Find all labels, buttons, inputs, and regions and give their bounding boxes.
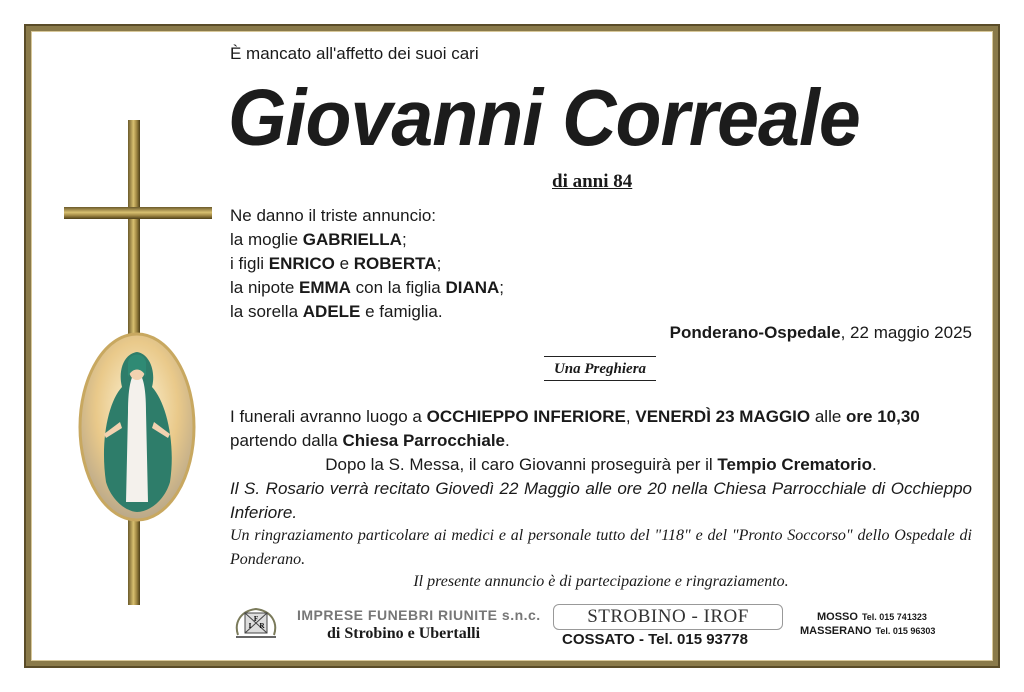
prayer-heading [544, 356, 656, 381]
cross-crossbar [64, 207, 212, 219]
mosso-contact: MOSSO Tel. 015 741323 [817, 611, 927, 623]
family-line: Ne danno il triste annuncio: [230, 206, 437, 225]
logo-letter: F [253, 615, 259, 623]
logo-letter: I [248, 622, 252, 630]
logo-letter: R [259, 622, 265, 630]
family-line: la nipote EMMA con la figlia DIANA; [230, 278, 505, 297]
thanks-text: Un ringraziamento particolare ai medici e al personale tutto del "118" e del "Pronto Soccorso" dello Ospedale di Ponderano. [230, 527, 972, 568]
funeral-details: I funerali avranno luogo a OCCHIEPPO INFERIORE, VENERDÌ 23 MAGGIO alle ore 10,30 partendo dalla Chiesa Parrocchiale. [230, 407, 920, 450]
cremation-text: Dopo la S. Messa, il caro Giovanni proseguirà per il Tempio Crematorio. [325, 455, 877, 474]
divider [544, 380, 656, 381]
deceased-name: Giovanni Correale [228, 73, 860, 162]
place-date: Ponderano-Ospedale, 22 maggio 2025 [669, 323, 972, 342]
age-text: di anni 84 [552, 171, 633, 192]
brand-box: STROBINO - IROF [553, 604, 783, 630]
company-name: IMPRESE FUNEBRI RIUNITE s.n.c. [297, 607, 541, 623]
rosary-text: Il S. Rosario verrà recitato Giovedì 22 Maggio alle ore 20 nella Chiesa Parrocchiale di Occhieppo Inferiore. [230, 479, 972, 522]
masserano-contact: MASSERANO Tel. 015 96303 [800, 625, 936, 637]
intro-text: È mancato all'affetto dei suoi cari [230, 44, 479, 63]
madonna-image [78, 332, 196, 522]
company-owners: di Strobino e Ubertalli [327, 625, 481, 642]
company-logo-icon [232, 605, 280, 643]
cossato-phone: COSSATO - Tel. 015 93778 [562, 631, 748, 648]
family-line: la sorella ADELE e famiglia. [230, 302, 443, 321]
closing-text: Il presente annuncio è di partecipazione e ringraziamento. [413, 573, 789, 590]
family-line: la moglie GABRIELLA; [230, 230, 407, 249]
prayer-label: Una Preghiera [553, 361, 647, 377]
family-line: i figli ENRICO e ROBERTA; [230, 254, 442, 273]
